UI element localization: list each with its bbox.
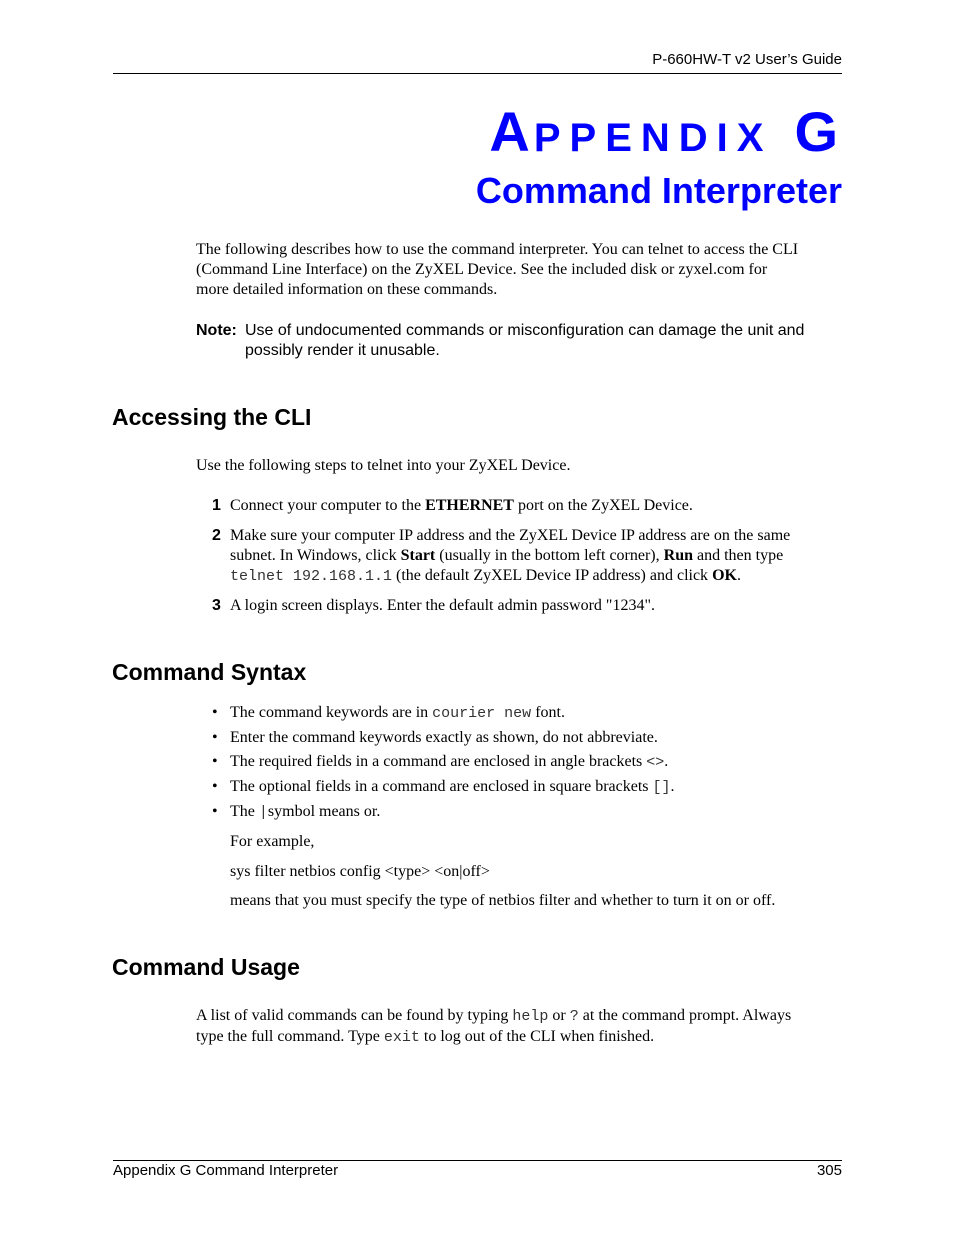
usage-text-part: A list of valid commands can be found by typing bbox=[196, 1007, 513, 1024]
bullet-text-part: The required fields in a command are enclosed in angle brackets bbox=[230, 753, 647, 770]
bullet-text-part: symbol means or. bbox=[267, 803, 381, 820]
running-header: P-660HW-T v2 User’s Guide bbox=[652, 51, 842, 68]
example-label: For example, bbox=[230, 833, 315, 850]
header-rule bbox=[113, 73, 842, 74]
step-text-part: port on the ZyXEL Device. bbox=[513, 497, 693, 514]
step-item bbox=[212, 496, 842, 516]
bullet-text-part: The optional fields in a command are enclosed in square brackets bbox=[230, 778, 653, 795]
appendix-letter: G bbox=[794, 100, 842, 163]
step-number: 2 bbox=[212, 527, 221, 544]
accessing-lead: Use the following steps to telnet into your ZyXEL Device. bbox=[196, 457, 571, 474]
appendix-label bbox=[489, 96, 842, 174]
step-ui-label: Start bbox=[400, 547, 436, 564]
bullet-code: <> bbox=[646, 754, 665, 771]
step-text bbox=[230, 526, 842, 587]
bullet-text: Enter the command keywords exactly as shown, do not abbreviate. bbox=[230, 729, 658, 746]
intro-line: The following describes how to use the command interpreter. You can telnet to access the CLI bbox=[196, 241, 799, 258]
bullet-dot: • bbox=[212, 704, 218, 721]
bullet-dot: • bbox=[212, 753, 218, 770]
bullet-dot: • bbox=[212, 729, 218, 746]
step-code: telnet 192.168.1.1 bbox=[230, 568, 393, 585]
step-ui-label: OK bbox=[712, 567, 737, 584]
running-footer: Appendix G Command Interpreter bbox=[113, 1162, 339, 1179]
step-text-part: and then type bbox=[693, 547, 784, 564]
step-item bbox=[212, 526, 842, 586]
bullet-text bbox=[230, 802, 380, 823]
bullet-text-part: . bbox=[664, 753, 669, 770]
step-item bbox=[212, 596, 842, 616]
note-line: possibly render it unusable. bbox=[245, 342, 440, 359]
chapter-title: Command Interpreter bbox=[475, 170, 842, 211]
appendix-cap: A bbox=[489, 100, 534, 163]
usage-text-part: or bbox=[548, 1007, 570, 1024]
usage-text-part: at the command prompt. Always bbox=[578, 1007, 792, 1024]
step-text-part: Connect your computer to the bbox=[230, 497, 426, 514]
bullet-text-part: font. bbox=[531, 704, 565, 721]
bullet-code: [] bbox=[652, 779, 671, 796]
bullet-item bbox=[212, 728, 842, 748]
step-text: A login screen displays. Enter the default admin password "1234". bbox=[230, 597, 655, 614]
usage-line bbox=[196, 1027, 846, 1048]
note-label: Note: bbox=[196, 322, 237, 339]
usage-text-part: type the full command. Type bbox=[196, 1028, 384, 1045]
bullet-dot: • bbox=[212, 803, 218, 820]
step-ui-label: ETHERNET bbox=[425, 497, 514, 514]
bullet-text-part: The bbox=[230, 803, 259, 820]
intro-line: (Command Line Interface) on the ZyXEL Device. See the included disk or zyxel.com for bbox=[196, 261, 768, 278]
example-description: means that you must specify the type of netbios filter and whether to turn it on or off. bbox=[230, 892, 776, 909]
usage-paragraph bbox=[196, 1006, 846, 1048]
step-line bbox=[230, 566, 842, 587]
step-text-part: subnet. In Windows, click bbox=[230, 547, 401, 564]
bullet-dot: • bbox=[212, 778, 218, 795]
usage-code: ? bbox=[569, 1008, 579, 1025]
section-heading-accessing: Accessing the CLI bbox=[112, 404, 312, 430]
bullet-code: | bbox=[258, 804, 268, 821]
step-number: 1 bbox=[212, 497, 221, 514]
bullet-item bbox=[212, 802, 842, 822]
intro-line: more detailed information on these commands. bbox=[196, 281, 498, 298]
step-text-part: . bbox=[736, 567, 741, 584]
step-number: 3 bbox=[212, 597, 221, 614]
footer-rule bbox=[113, 1160, 842, 1161]
usage-line bbox=[196, 1006, 846, 1027]
example-command: sys filter netbios config <type> <on|off> bbox=[230, 863, 490, 880]
bullet-item bbox=[212, 777, 842, 797]
bullet-text bbox=[230, 703, 565, 724]
usage-code: exit bbox=[383, 1029, 420, 1046]
bullet-text bbox=[230, 777, 675, 798]
section-heading-usage: Command Usage bbox=[112, 954, 300, 980]
step-text-part: (the default ZyXEL Device IP address) and click bbox=[392, 567, 713, 584]
page-number: 305 bbox=[816, 1162, 842, 1179]
step-text-part: (usually in the bottom left corner), bbox=[435, 547, 664, 564]
bullet-code: courier new bbox=[432, 705, 532, 722]
bullet-text-part: The command keywords are in bbox=[230, 704, 433, 721]
section-heading-syntax: Command Syntax bbox=[112, 659, 307, 685]
note-block bbox=[196, 321, 846, 361]
intro-paragraph bbox=[196, 240, 846, 300]
bullet-item bbox=[212, 703, 842, 723]
note-line: Use of undocumented commands or misconfiguration can damage the unit and bbox=[245, 322, 805, 339]
appendix-rest: PPENDIX bbox=[533, 116, 773, 160]
usage-text-part: to log out of the CLI when finished. bbox=[419, 1028, 655, 1045]
step-line: Make sure your computer IP address and the ZyXEL Device IP address are on the same bbox=[230, 527, 791, 544]
bullet-text-part: . bbox=[670, 778, 675, 795]
note-text bbox=[245, 321, 845, 361]
step-ui-label: Run bbox=[663, 547, 693, 564]
usage-code: help bbox=[512, 1008, 549, 1025]
step-text bbox=[230, 496, 842, 516]
step-line bbox=[230, 546, 842, 566]
bullet-text bbox=[230, 752, 668, 773]
bullet-item bbox=[212, 752, 842, 772]
